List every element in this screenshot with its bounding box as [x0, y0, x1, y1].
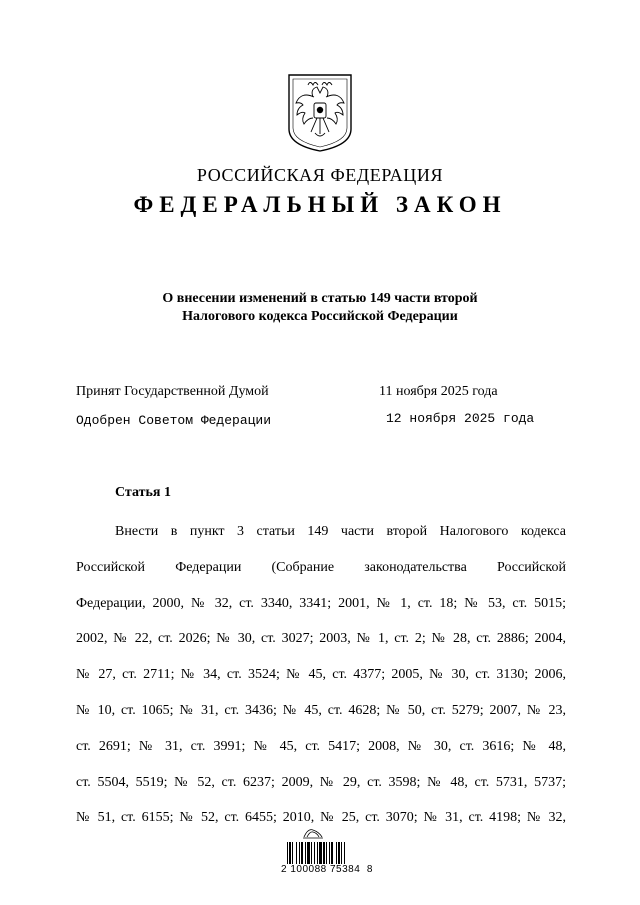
article-line: № 10, ст. 1065; № 31, ст. 3436; № 45, ст. 4628; № 50, ст. 5279; 2007, № 23, [76, 702, 566, 718]
article-line: Российской Федерации (Собрание законодательства Российской [76, 559, 566, 575]
article-line: № 51, ст. 6155; № 52, ст. 6455; 2010, № 25, ст. 3070; № 31, ст. 4198; № 32, [76, 810, 566, 826]
council-approval-label: Одобрен Советом Федерации [76, 413, 272, 428]
law-title [0, 290, 640, 326]
article-body [76, 514, 566, 836]
law-title-line: Налогового кодекса Российской Федерации [182, 309, 458, 324]
barcode-icon [287, 842, 367, 864]
article-line: № 27, ст. 2711; № 34, ст. 3524; № 45, ст. 4377; 2005, № 30, ст. 3130; 2006, [76, 667, 566, 683]
barcode-number: 2 100088 75384 8 [281, 864, 373, 875]
coat-of-arms-icon [287, 73, 353, 153]
duma-adoption-label: Принят Государственной Думой [76, 384, 269, 399]
fingerprint-mark-icon [301, 826, 325, 840]
article-line: ст. 2691; № 31, ст. 3991; № 45, ст. 5417; 2008, № 30, ст. 3616; № 48, [76, 738, 566, 754]
article-line: ст. 5504, 5519; № 52, ст. 6237; 2009, № 29, ст. 3598; № 48, ст. 5731, 5737; [76, 774, 566, 790]
article-line: Внести в пункт 3 статьи 149 части второй Налогового кодекса [115, 524, 566, 539]
country-name: РОССИЙСКАЯ ФЕДЕРАЦИЯ [196, 165, 444, 185]
document-type: ФЕДЕРАЛЬНЫЙ ЗАКОН [133, 192, 507, 217]
article-heading: Статья 1 [115, 485, 171, 500]
article-line: 2002, № 22, ст. 2026; № 30, ст. 3027; 2003, № 1, ст. 2; № 28, ст. 2886; 2004, [76, 631, 566, 647]
article-line: Федерации, 2000, № 32, ст. 3340, 3341; 2001, № 1, ст. 18; № 53, ст. 5015; [76, 595, 566, 611]
duma-adoption-date: 11 ноября 2025 года [379, 384, 498, 399]
law-title-line: О внесении изменений в статью 149 части второй [162, 291, 478, 306]
council-approval-date: 12 ноября 2025 года [386, 411, 535, 426]
